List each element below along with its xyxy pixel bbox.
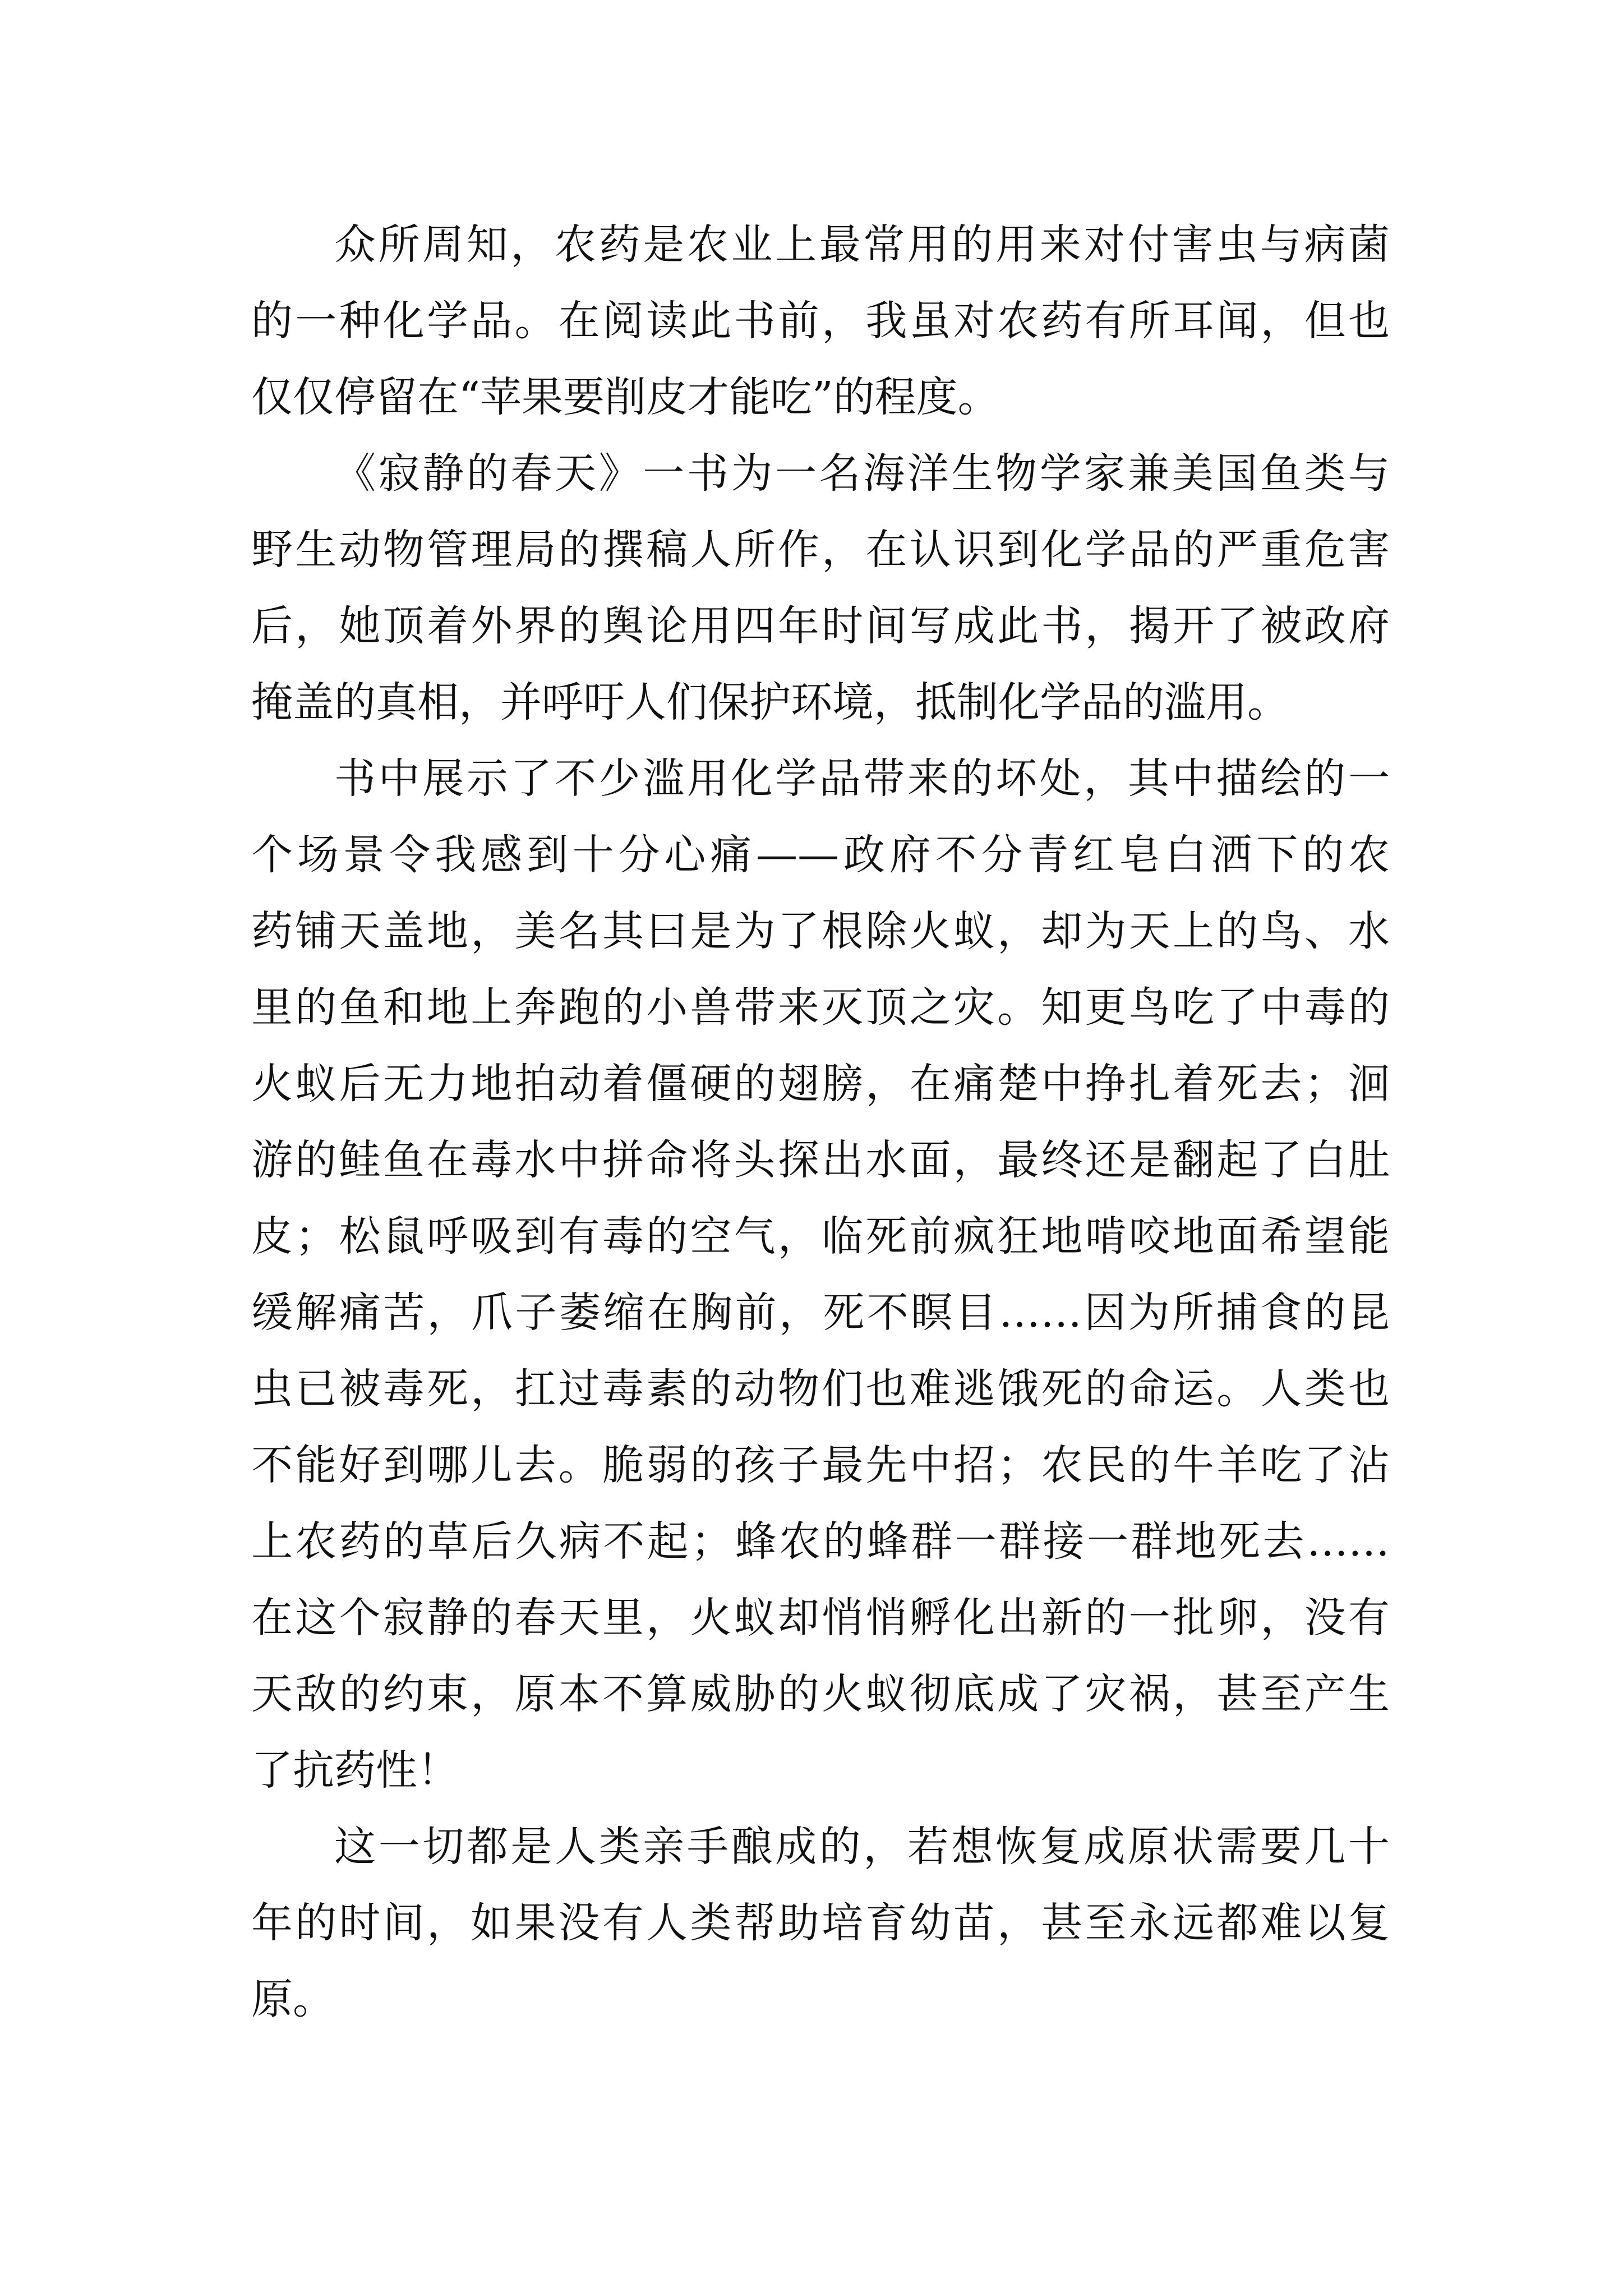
text-line: 火蚁后无力地拍动着僵硬的翅膀，在痛楚中挣扎着死去；洄 (251, 1060, 1390, 1108)
text-line: 后，她顶着外界的舆论用四年时间写成此书，揭开了被政府 (251, 602, 1390, 650)
text-line: 皮；松鼠呼吸到有毒的空气，临死前疯狂地啃咬地面希望能 (251, 1212, 1390, 1260)
text-line: 游的鲑鱼在毒水中拼命将头探出水面，最终还是翻起了白肚 (251, 1136, 1390, 1184)
text-line: 这一切都是人类亲手酿成的，若想恢复成原状需要几十 (334, 1823, 1390, 1871)
paragraph-1 (251, 206, 1390, 435)
text-line: 了抗药性！ (251, 1746, 459, 1795)
paragraph-2 (251, 435, 1390, 740)
document-body (251, 206, 1390, 2037)
paragraph-3 (251, 740, 1390, 1809)
text-line: 缓解痛苦，爪子萎缩在胸前，死不瞑目……因为所捕食的昆 (251, 1289, 1390, 1337)
text-line: 掩盖的真相，并呼吁人们保护环境，抵制化学品的滥用。 (251, 678, 1289, 726)
paragraph-4 (251, 1809, 1390, 2037)
text-line: 在这个寂静的春天里，火蚁却悄悄孵化出新的一批卵，没有 (251, 1594, 1390, 1642)
text-line: 不能好到哪儿去。脆弱的孩子最先中招；农民的牛羊吃了沾 (251, 1441, 1390, 1489)
text-line: 药铺天盖地，美名其曰是为了根除火蚁，却为天上的鸟、水 (251, 907, 1390, 955)
text-line: 原。 (251, 1975, 334, 2023)
text-line: 里的鱼和地上奔跑的小兽带来灭顶之灾。知更鸟吃了中毒的 (251, 983, 1390, 1032)
text-line: 虫已被毒死，扛过毒素的动物们也难逃饿死的命运。人类也 (251, 1365, 1390, 1413)
text-line: 仅仅停留在“苹果要削皮才能吃”的程度。 (251, 373, 999, 421)
text-line: 的一种化学品。在阅读此书前，我虽对农药有所耳闻，但也 (251, 297, 1390, 345)
text-line: 年的时间，如果没有人类帮助培育幼苗，甚至永远都难以复 (251, 1899, 1390, 1947)
text-line: 上农药的草后久病不起；蜂农的蜂群一群接一群地死去…… (251, 1517, 1390, 1566)
text-line: 野生动物管理局的撰稿人所作，在认识到化学品的严重危害 (251, 526, 1390, 574)
text-line: 天敌的约束，原本不算威胁的火蚁彻底成了灾祸，甚至产生 (251, 1670, 1390, 1718)
text-line: 书中展示了不少滥用化学品带来的坏处，其中描绘的一 (334, 754, 1390, 803)
text-line: 众所周知，农药是农业上最常用的用来对付害虫与病菌 (334, 220, 1390, 269)
text-line: 个场景令我感到十分心痛——政府不分青红皂白洒下的农 (251, 831, 1390, 879)
text-line: 《寂静的春天》一书为一名海洋生物学家兼美国鱼类与 (334, 449, 1390, 498)
